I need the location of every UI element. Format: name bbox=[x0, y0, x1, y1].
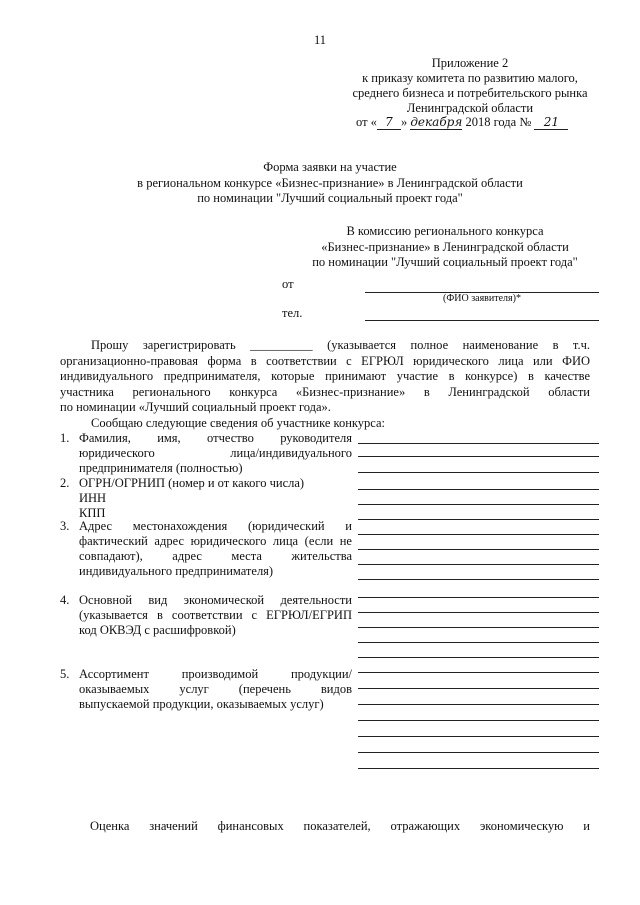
answer-line[interactable] bbox=[358, 672, 599, 673]
answer-line[interactable] bbox=[358, 579, 599, 580]
item-line: оказываемых услуг (перечень видов bbox=[79, 682, 352, 696]
answer-line[interactable] bbox=[358, 752, 599, 753]
request-paragraph bbox=[60, 338, 590, 431]
date-prefix: от « bbox=[356, 115, 377, 129]
item-line: КПП bbox=[79, 506, 106, 520]
answer-line[interactable] bbox=[358, 627, 599, 628]
answer-line[interactable] bbox=[358, 642, 599, 643]
order-number: 21 bbox=[534, 115, 568, 130]
list-item bbox=[60, 667, 352, 712]
answer-line[interactable] bbox=[358, 688, 599, 689]
answer-line[interactable] bbox=[358, 456, 599, 457]
list-item bbox=[60, 431, 352, 476]
answer-line[interactable] bbox=[358, 612, 599, 613]
answer-line[interactable] bbox=[358, 443, 599, 444]
appendix-line: среднего бизнеса и потребительского рынка bbox=[352, 86, 588, 100]
list-item bbox=[60, 519, 352, 579]
item-line: Адрес местонахождения (юридический и bbox=[79, 519, 352, 533]
request-line: участника регионального конкурса «Бизнес-признание» в Ленинградской области bbox=[60, 384, 590, 399]
order-date-line bbox=[356, 115, 586, 130]
item-line: выпускаемой продукции, оказываемых услуг) bbox=[79, 697, 324, 711]
item-line: Основной вид экономической деятельности bbox=[79, 593, 352, 607]
page-number: 11 bbox=[313, 33, 327, 47]
answer-line[interactable] bbox=[358, 534, 599, 535]
request-line: Прошу зарегистрировать __________ (указывается полное наименование в т.ч. bbox=[91, 338, 590, 352]
item-line: совпадают), адрес места жительства bbox=[79, 549, 352, 563]
item-line: код ОКВЭД с расшифровкой) bbox=[79, 623, 236, 637]
addressee-line: по номинации "Лучший социальный проект года" bbox=[312, 255, 578, 269]
answer-line[interactable] bbox=[358, 549, 599, 550]
date-mid: » bbox=[400, 115, 408, 129]
answer-line[interactable] bbox=[358, 736, 599, 737]
request-line: Сообщаю следующие сведения об участнике конкурса: bbox=[91, 415, 386, 430]
from-label: от bbox=[282, 277, 294, 291]
request-line: индивидуального предпринимателя, которые принимают участие в конкурсе) в качестве bbox=[60, 369, 590, 383]
item-number: 2. bbox=[60, 476, 70, 490]
title-line: Форма заявки на участие bbox=[263, 160, 397, 174]
answer-line[interactable] bbox=[358, 564, 599, 565]
request-line: организационно-правовая форма в соответствии с ЕГРЮЛ юридического лица или ФИО bbox=[60, 353, 590, 368]
answer-line[interactable] bbox=[358, 504, 599, 505]
item-line: индивидуального предпринимателя) bbox=[79, 564, 274, 578]
answer-line[interactable] bbox=[358, 597, 599, 598]
list-item bbox=[60, 476, 352, 521]
appendix-line: Ленинградской области bbox=[406, 101, 534, 115]
date-year: 2018 года bbox=[465, 115, 517, 129]
appendix-line: к приказу комитета по развитию малого, bbox=[362, 71, 578, 85]
addressee-block bbox=[300, 224, 590, 271]
item-line: фактический адрес юридического лица (если не bbox=[79, 534, 352, 548]
item-number: 3. bbox=[60, 519, 70, 533]
answer-line[interactable] bbox=[358, 768, 599, 769]
item-number: 1. bbox=[60, 431, 70, 445]
item-line: предпринимателя (полностью) bbox=[79, 461, 243, 475]
item-number: 5. bbox=[60, 667, 70, 681]
date-month: декабря bbox=[410, 115, 463, 129]
addressee-line: «Бизнес-признание» в Ленинградской области bbox=[321, 239, 569, 254]
tel-label: тел. bbox=[282, 306, 303, 320]
date-day: 7 bbox=[377, 115, 401, 130]
answer-line[interactable] bbox=[358, 519, 599, 520]
addressee-line: В комиссию регионального конкурса bbox=[346, 224, 544, 238]
order-number-label: № bbox=[519, 115, 532, 129]
title-line: в региональном конкурсе «Бизнес-признание» в Ленинградской области bbox=[137, 175, 523, 190]
appendix-line: Приложение 2 bbox=[431, 56, 509, 70]
item-line: ИНН bbox=[79, 491, 107, 505]
fio-caption: (ФИО заявителя)* bbox=[443, 293, 521, 304]
answer-line[interactable] bbox=[358, 472, 599, 473]
request-line: по номинации «Лучший социальный проект года». bbox=[60, 400, 331, 414]
item-line: юридического лица/индивидуального bbox=[79, 446, 352, 460]
item-line: Ассортимент производимой продукции/ bbox=[79, 667, 352, 681]
list-item bbox=[60, 593, 352, 638]
answer-line[interactable] bbox=[358, 657, 599, 658]
answer-line[interactable] bbox=[358, 704, 599, 705]
tel-field-line[interactable] bbox=[365, 320, 599, 321]
item-line: (указывается в соответствии с ЕГРЮЛ/ЕГРИП bbox=[79, 608, 352, 622]
answer-line[interactable] bbox=[358, 489, 599, 490]
item-line: Фамилия, имя, отчество руководителя bbox=[79, 431, 352, 445]
answer-line[interactable] bbox=[358, 720, 599, 721]
item-line: ОГРН/ОГРНИП (номер и от какого числа) bbox=[79, 476, 305, 490]
title-line: по номинации "Лучший социальный проект года" bbox=[197, 191, 463, 205]
item-number: 4. bbox=[60, 593, 70, 607]
form-title bbox=[60, 160, 600, 207]
appendix-header bbox=[330, 56, 610, 116]
bottom-paragraph: Оценка значений финансовых показателей, отражающих экономическую и bbox=[90, 819, 590, 833]
